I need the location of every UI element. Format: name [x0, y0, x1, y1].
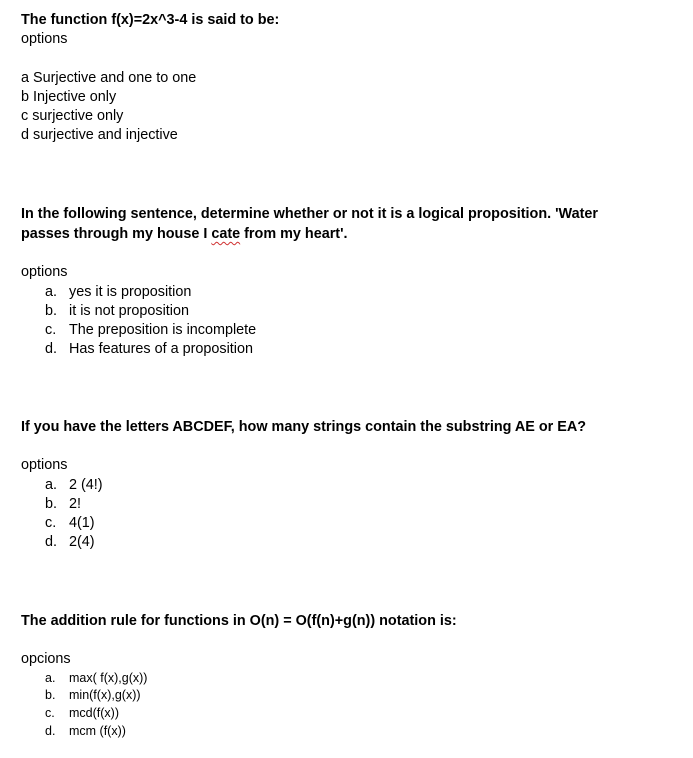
question-2-title-line-2 [21, 224, 661, 244]
option-text: mcm (f(x)) [69, 723, 126, 738]
option-marker: d [21, 127, 30, 144]
option-marker: c. [45, 515, 57, 532]
option-marker: b. [45, 688, 56, 703]
question-1 [21, 10, 661, 146]
option-marker: a. [45, 283, 58, 300]
question-2 [21, 204, 661, 360]
question-1-option-d [21, 126, 661, 145]
question-2-option-d [21, 340, 661, 359]
question-4-options-label: opcions [21, 651, 71, 668]
blank-line [21, 244, 661, 263]
option-marker: a. [45, 670, 56, 685]
option-marker: d. [45, 534, 58, 551]
question-3-title: If you have the letters ABCDEF, how many strings contain the substring AE or EA? [21, 419, 587, 435]
option-text: 2! [69, 495, 82, 512]
question-4-title: The addition rule for functions in O(n) = O(f(n)+g(n)) notation is: [21, 613, 457, 629]
question-2-option-b [21, 302, 661, 321]
option-marker: c [21, 108, 29, 125]
question-3-option-a [21, 476, 661, 495]
option-text: yes it is proposition [69, 283, 192, 300]
title-text: from my heart'. [240, 226, 348, 242]
question-3-option-d [21, 533, 661, 552]
option-text: min(f(x),g(x)) [69, 688, 141, 703]
spellcheck-word: cate [211, 226, 241, 242]
option-text: max( f(x),g(x)) [69, 670, 148, 685]
question-1-option-b [21, 88, 661, 107]
option-text: surjective and injective [33, 127, 178, 144]
question-4-option-b [21, 687, 661, 705]
option-text: 4(1) [69, 515, 95, 532]
option-marker: b. [45, 495, 58, 512]
question-4-option-c [21, 705, 661, 723]
option-marker: d. [45, 723, 56, 738]
option-text: Has features of a proposition [69, 341, 253, 358]
question-4-options-list [21, 670, 661, 741]
question-3 [21, 417, 661, 553]
question-4-option-d [21, 723, 661, 741]
question-4-option-a [21, 670, 661, 688]
question-2-title-line-1: In the following sentence, determine whether or not it is a logical proposition. 'Water [21, 206, 598, 222]
question-3-option-c [21, 514, 661, 533]
question-1-title: The function f(x)=2x^3-4 is said to be: [21, 12, 280, 28]
question-3-options-label: options [21, 457, 68, 474]
option-marker: c. [45, 322, 57, 339]
option-text: surjective only [32, 108, 124, 125]
option-marker: a. [45, 476, 58, 493]
question-2-options-label: options [21, 264, 68, 281]
option-text: 2(4) [69, 534, 95, 551]
option-marker: b [21, 88, 30, 105]
blank-line [21, 437, 661, 456]
option-text: Surjective and one to one [33, 69, 197, 86]
option-text: mcd(f(x)) [69, 706, 119, 721]
option-marker: c. [45, 706, 55, 721]
title-text: passes through my house I [21, 226, 212, 242]
question-1-option-c [21, 107, 661, 126]
option-marker: b. [45, 302, 58, 319]
blank-line [21, 631, 661, 650]
option-text: 2 (4!) [69, 476, 103, 493]
question-2-option-a [21, 283, 661, 302]
question-1-options-label: options [21, 31, 68, 47]
option-text: Injective only [33, 88, 117, 105]
blank-line [21, 49, 661, 68]
question-1-option-a [21, 69, 661, 88]
option-text: The preposition is incomplete [69, 322, 257, 339]
question-4 [21, 611, 661, 741]
option-marker: a [21, 69, 30, 86]
question-3-option-b [21, 495, 661, 514]
question-2-options-list [21, 283, 661, 360]
question-3-options-list [21, 476, 661, 553]
question-2-option-c [21, 321, 661, 340]
option-text: it is not proposition [69, 302, 189, 319]
option-marker: d. [45, 341, 58, 358]
